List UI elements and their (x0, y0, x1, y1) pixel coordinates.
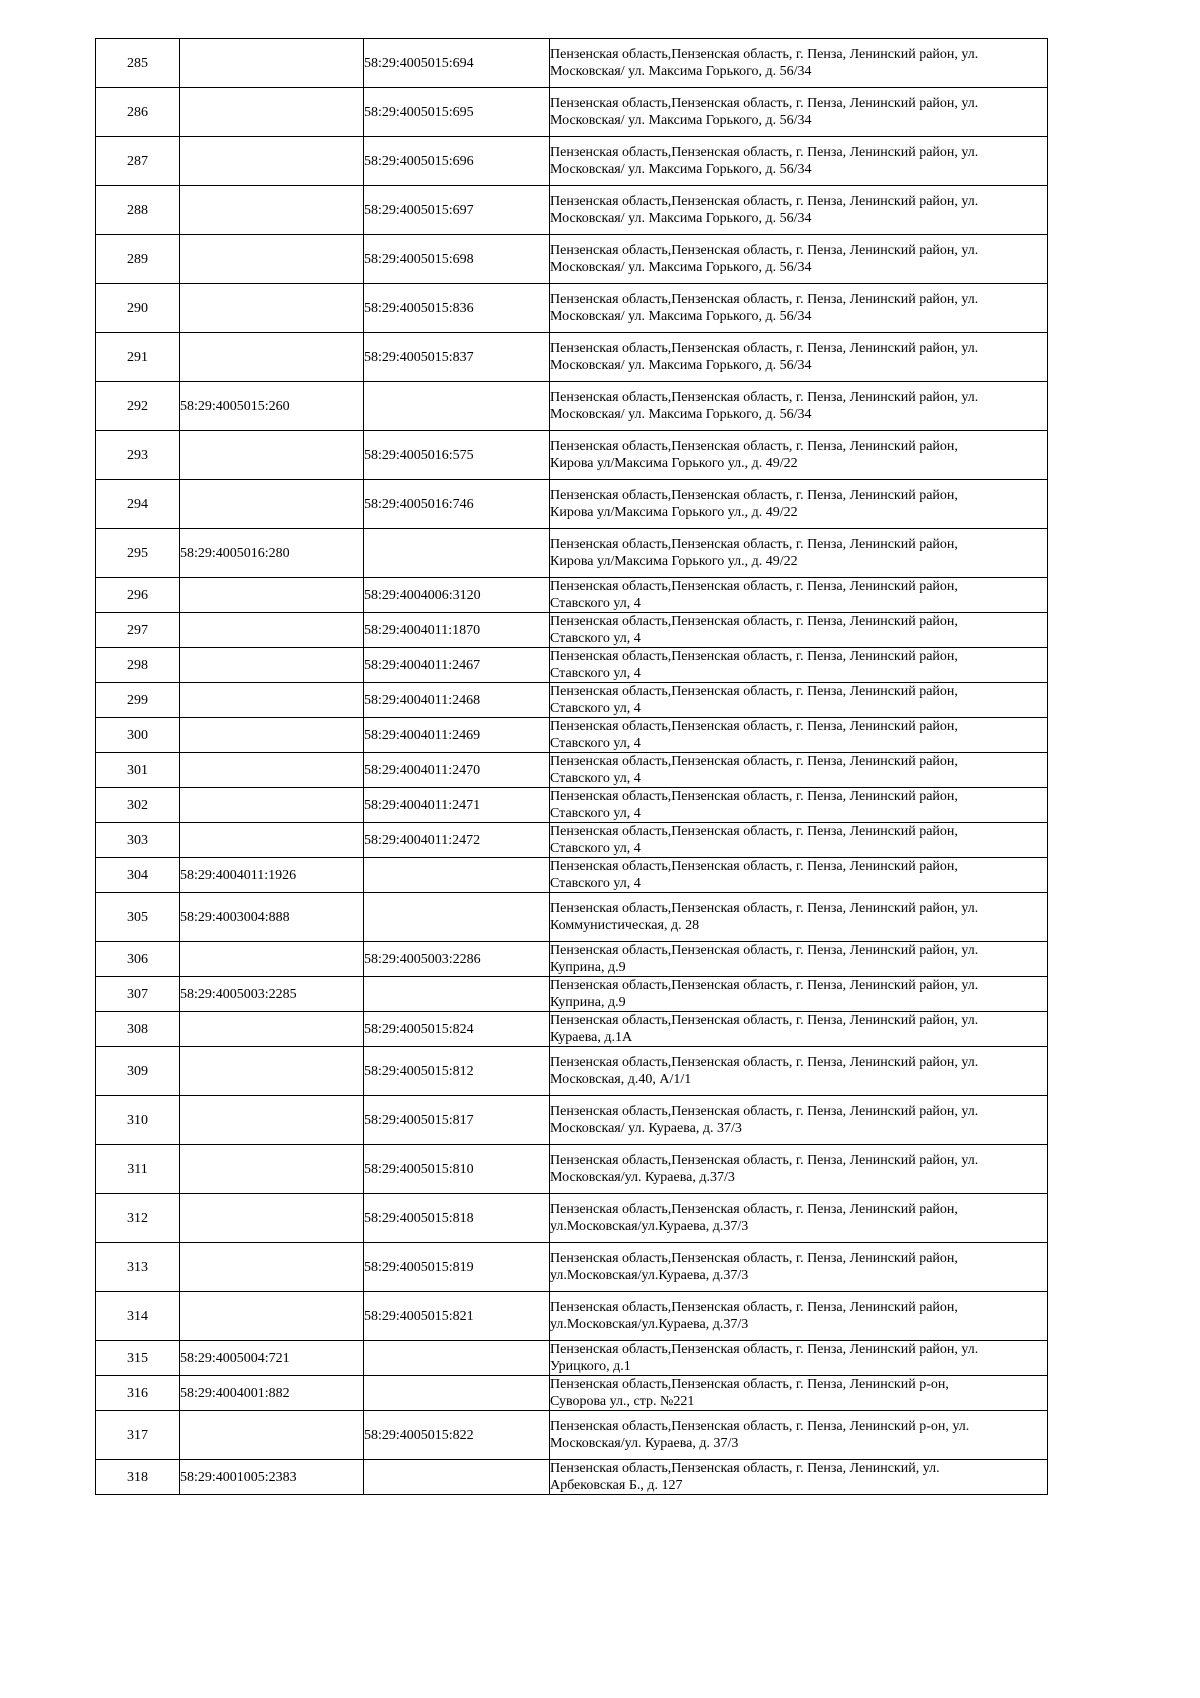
address-line-2: Кирова ул/Максима Горького ул., д. 49/22 (550, 554, 798, 569)
address-cell (550, 942, 1048, 977)
address-cell (550, 137, 1048, 186)
building-cadastral-cell (180, 1047, 364, 1096)
premise-cadastral-cell: 58:29:4005015:810 (364, 1145, 550, 1194)
row-number-cell: 308 (96, 1012, 180, 1047)
building-cadastral-cell (180, 823, 364, 858)
address-line-2: Ставского ул, 4 (550, 596, 641, 611)
row-number-cell: 314 (96, 1292, 180, 1341)
premise-cadastral-cell: 58:29:4004006:3120 (364, 578, 550, 613)
row-number-cell: 307 (96, 977, 180, 1012)
building-cadastral-cell: 58:29:4003004:888 (180, 893, 364, 942)
address-line-2: Ставского ул, 4 (550, 736, 641, 751)
row-number-cell: 285 (96, 39, 180, 88)
premise-cadastral-cell: 58:29:4005015:836 (364, 284, 550, 333)
address-line-1: Пензенская область,Пензенская область, г. Пенза, Ленинский район, (550, 579, 958, 594)
row-number-cell: 318 (96, 1460, 180, 1495)
row-number-cell: 317 (96, 1411, 180, 1460)
premise-cadastral-cell: 58:29:4004011:2470 (364, 753, 550, 788)
address-cell (550, 1411, 1048, 1460)
table-row (96, 893, 1048, 942)
address-cell (550, 382, 1048, 431)
address-cell (550, 648, 1048, 683)
address-line-1: Пензенская область,Пензенская область, г. Пенза, Ленинский район, (550, 859, 958, 874)
address-line-2: Московская/ул. Кураева, д. 37/3 (550, 1436, 739, 1451)
premise-cadastral-cell: 58:29:4005015:695 (364, 88, 550, 137)
table-row (96, 1376, 1048, 1411)
address-line-1: Пензенская область,Пензенская область, г. Пенза, Ленинский район, (550, 754, 958, 769)
building-cadastral-cell: 58:29:4005003:2285 (180, 977, 364, 1012)
building-cadastral-cell (180, 648, 364, 683)
address-line-2: Урицкого, д.1 (550, 1359, 631, 1374)
row-number-cell: 303 (96, 823, 180, 858)
premise-cadastral-cell: 58:29:4004011:2472 (364, 823, 550, 858)
address-line-2: Ставского ул, 4 (550, 666, 641, 681)
table-row (96, 718, 1048, 753)
address-line-2: Кирова ул/Максима Горького ул., д. 49/22 (550, 456, 798, 471)
row-number-cell: 301 (96, 753, 180, 788)
address-cell (550, 578, 1048, 613)
building-cadastral-cell (180, 186, 364, 235)
premise-cadastral-cell: 58:29:4005015:837 (364, 333, 550, 382)
building-cadastral-cell: 58:29:4001005:2383 (180, 1460, 364, 1495)
address-cell (550, 1096, 1048, 1145)
table-row (96, 1145, 1048, 1194)
address-line-1: Пензенская область,Пензенская область, г. Пенза, Ленинский район, ул. (550, 292, 979, 307)
table-row (96, 613, 1048, 648)
table-row (96, 683, 1048, 718)
premise-cadastral-cell: 58:29:4005016:746 (364, 480, 550, 529)
address-cell (550, 39, 1048, 88)
table-row (96, 284, 1048, 333)
address-line-2: Ставского ул, 4 (550, 631, 641, 646)
building-cadastral-cell: 58:29:4005015:260 (180, 382, 364, 431)
building-cadastral-cell: 58:29:4005004:721 (180, 1341, 364, 1376)
address-cell (550, 1243, 1048, 1292)
address-line-2: Московская/ ул. Максима Горького, д. 56/34 (550, 113, 812, 128)
address-line-2: Ставского ул, 4 (550, 701, 641, 716)
row-number-cell: 286 (96, 88, 180, 137)
address-cell (550, 858, 1048, 893)
building-cadastral-cell (180, 480, 364, 529)
table-row (96, 1292, 1048, 1341)
premise-cadastral-cell: 58:29:4004011:1870 (364, 613, 550, 648)
address-line-1: Пензенская область,Пензенская область, г. Пенза, Ленинский район, (550, 824, 958, 839)
address-line-1: Пензенская область,Пензенская область, г. Пенза, Ленинский район, ул. (550, 1055, 979, 1070)
table-row (96, 39, 1048, 88)
address-line-2: Кураева, д.1А (550, 1030, 633, 1045)
address-line-2: Ставского ул, 4 (550, 876, 641, 891)
building-cadastral-cell (180, 788, 364, 823)
building-cadastral-cell: 58:29:4004011:1926 (180, 858, 364, 893)
table-row (96, 1341, 1048, 1376)
address-cell (550, 823, 1048, 858)
address-line-1: Пензенская область,Пензенская область, г. Пенза, Ленинский район, (550, 614, 958, 629)
premise-cadastral-cell (364, 858, 550, 893)
building-cadastral-cell (180, 683, 364, 718)
address-cell (550, 683, 1048, 718)
premise-cadastral-cell: 58:29:4005015:696 (364, 137, 550, 186)
address-line-2: Московская/ ул. Максима Горького, д. 56/34 (550, 211, 812, 226)
building-cadastral-cell (180, 718, 364, 753)
table-row (96, 1411, 1048, 1460)
row-number-cell: 309 (96, 1047, 180, 1096)
premise-cadastral-cell: 58:29:4005015:821 (364, 1292, 550, 1341)
premise-cadastral-cell: 58:29:4005016:575 (364, 431, 550, 480)
row-number-cell: 315 (96, 1341, 180, 1376)
address-line-2: Куприна, д.9 (550, 995, 626, 1010)
address-cell (550, 1194, 1048, 1243)
address-cell (550, 480, 1048, 529)
building-cadastral-cell (180, 1292, 364, 1341)
address-line-1: Пензенская область,Пензенская область, г. Пенза, Ленинский район, ул. (550, 1104, 979, 1119)
address-line-1: Пензенская область,Пензенская область, г. Пенза, Ленинский район, ул. (550, 145, 979, 160)
premise-cadastral-cell (364, 1460, 550, 1495)
premise-cadastral-cell: 58:29:4004011:2468 (364, 683, 550, 718)
address-line-1: Пензенская область,Пензенская область, г. Пенза, Ленинский район, (550, 649, 958, 664)
address-line-2: Московская/ ул. Максима Горького, д. 56/34 (550, 260, 812, 275)
address-cell (550, 718, 1048, 753)
table-row (96, 137, 1048, 186)
building-cadastral-cell (180, 88, 364, 137)
table-row (96, 1460, 1048, 1495)
address-cell (550, 333, 1048, 382)
address-line-1: Пензенская область,Пензенская область, г. Пенза, Ленинский район, ул. (550, 47, 979, 62)
address-line-2: Коммунистическая, д. 28 (550, 918, 700, 933)
row-number-cell: 288 (96, 186, 180, 235)
address-cell (550, 613, 1048, 648)
address-line-2: Ставского ул, 4 (550, 806, 641, 821)
address-line-1: Пензенская область,Пензенская область, г. Пенза, Ленинский район, ул. (550, 1153, 979, 1168)
building-cadastral-cell (180, 578, 364, 613)
row-number-cell: 316 (96, 1376, 180, 1411)
table-row (96, 648, 1048, 683)
row-number-cell: 290 (96, 284, 180, 333)
address-line-1: Пензенская область,Пензенская область, г. Пенза, Ленинский район, ул. (550, 390, 979, 405)
address-cell (550, 753, 1048, 788)
table-row (96, 382, 1048, 431)
row-number-cell: 304 (96, 858, 180, 893)
premise-cadastral-cell: 58:29:4004011:2467 (364, 648, 550, 683)
premise-cadastral-cell: 58:29:4005015:698 (364, 235, 550, 284)
row-number-cell: 302 (96, 788, 180, 823)
address-line-2: Куприна, д.9 (550, 960, 626, 975)
address-line-2: ул.Московская/ул.Кураева, д.37/3 (550, 1268, 749, 1283)
address-cell (550, 529, 1048, 578)
address-cell (550, 235, 1048, 284)
premise-cadastral-cell: 58:29:4005015:694 (364, 39, 550, 88)
address-line-2: Московская/ул. Кураева, д.37/3 (550, 1170, 735, 1185)
building-cadastral-cell (180, 1243, 364, 1292)
address-cell (550, 977, 1048, 1012)
row-number-cell: 291 (96, 333, 180, 382)
row-number-cell: 305 (96, 893, 180, 942)
row-number-cell: 295 (96, 529, 180, 578)
building-cadastral-cell (180, 1012, 364, 1047)
building-cadastral-cell (180, 1194, 364, 1243)
row-number-cell: 294 (96, 480, 180, 529)
address-line-1: Пензенская область,Пензенская область, г. Пенза, Ленинский район, (550, 789, 958, 804)
address-line-2: Ставского ул, 4 (550, 841, 641, 856)
row-number-cell: 293 (96, 431, 180, 480)
address-line-1: Пензенская область,Пензенская область, г. Пенза, Ленинский р-он, (550, 1377, 949, 1392)
building-cadastral-cell (180, 613, 364, 648)
building-cadastral-cell (180, 333, 364, 382)
premise-cadastral-cell: 58:29:4005015:822 (364, 1411, 550, 1460)
premise-cadastral-cell (364, 977, 550, 1012)
address-line-1: Пензенская область,Пензенская область, г. Пенза, Ленинский р-он, ул. (550, 1419, 970, 1434)
building-cadastral-cell (180, 942, 364, 977)
table-row (96, 1243, 1048, 1292)
row-number-cell: 313 (96, 1243, 180, 1292)
address-line-2: ул.Московская/ул.Кураева, д.37/3 (550, 1219, 749, 1234)
address-line-1: Пензенская область,Пензенская область, г. Пенза, Ленинский район, ул. (550, 1013, 979, 1028)
row-number-cell: 297 (96, 613, 180, 648)
row-number-cell: 298 (96, 648, 180, 683)
address-line-2: Кирова ул/Максима Горького ул., д. 49/22 (550, 505, 798, 520)
table-row (96, 578, 1048, 613)
premise-cadastral-cell (364, 1376, 550, 1411)
address-line-1: Пензенская область,Пензенская область, г. Пенза, Ленинский район, ул. (550, 194, 979, 209)
address-line-2: Московская/ ул. Максима Горького, д. 56/34 (550, 309, 812, 324)
address-cell (550, 1012, 1048, 1047)
building-cadastral-cell (180, 753, 364, 788)
row-number-cell: 300 (96, 718, 180, 753)
address-line-1: Пензенская область,Пензенская область, г. Пенза, Ленинский район, (550, 1202, 958, 1217)
table-row (96, 529, 1048, 578)
premise-cadastral-cell: 58:29:4005015:819 (364, 1243, 550, 1292)
address-cell (550, 186, 1048, 235)
address-cell (550, 893, 1048, 942)
address-line-1: Пензенская область,Пензенская область, г. Пенза, Ленинский район, ул. (550, 901, 979, 916)
address-line-1: Пензенская область,Пензенская область, г. Пенза, Ленинский, ул. (550, 1461, 940, 1476)
building-cadastral-cell: 58:29:4004001:882 (180, 1376, 364, 1411)
table-row (96, 1012, 1048, 1047)
row-number-cell: 289 (96, 235, 180, 284)
table-row (96, 1047, 1048, 1096)
table-row (96, 431, 1048, 480)
address-cell (550, 1145, 1048, 1194)
premise-cadastral-cell: 58:29:4004011:2469 (364, 718, 550, 753)
address-line-2: Московская/ ул. Максима Горького, д. 56/34 (550, 358, 812, 373)
premise-cadastral-cell (364, 529, 550, 578)
address-line-1: Пензенская область,Пензенская область, г. Пенза, Ленинский район, ул. (550, 243, 979, 258)
building-cadastral-cell (180, 39, 364, 88)
table-row (96, 823, 1048, 858)
address-line-1: Пензенская область,Пензенская область, г. Пенза, Ленинский район, (550, 439, 958, 454)
premise-cadastral-cell: 58:29:4004011:2471 (364, 788, 550, 823)
address-line-2: ул.Московская/ул.Кураева, д.37/3 (550, 1317, 749, 1332)
address-line-1: Пензенская область,Пензенская область, г. Пенза, Ленинский район, (550, 719, 958, 734)
address-cell (550, 1292, 1048, 1341)
row-number-cell: 292 (96, 382, 180, 431)
address-line-1: Пензенская область,Пензенская область, г. Пенза, Ленинский район, (550, 1251, 958, 1266)
row-number-cell: 306 (96, 942, 180, 977)
premise-cadastral-cell: 58:29:4005003:2286 (364, 942, 550, 977)
premise-cadastral-cell (364, 382, 550, 431)
building-cadastral-cell: 58:29:4005016:280 (180, 529, 364, 578)
row-number-cell: 312 (96, 1194, 180, 1243)
premise-cadastral-cell (364, 893, 550, 942)
address-line-1: Пензенская область,Пензенская область, г. Пенза, Ленинский район, ул. (550, 943, 979, 958)
table-row (96, 186, 1048, 235)
address-cell (550, 431, 1048, 480)
address-cell (550, 788, 1048, 823)
registry-table (95, 38, 1048, 1495)
address-line-2: Московская/ ул. Кураева, д. 37/3 (550, 1121, 742, 1136)
premise-cadastral-cell (364, 1341, 550, 1376)
building-cadastral-cell (180, 1411, 364, 1460)
address-cell (550, 1460, 1048, 1495)
registry-body (96, 39, 1048, 1495)
row-number-cell: 287 (96, 137, 180, 186)
table-row (96, 788, 1048, 823)
table-row (96, 858, 1048, 893)
table-row (96, 88, 1048, 137)
address-line-2: Московская/ ул. Максима Горького, д. 56/34 (550, 162, 812, 177)
table-row (96, 480, 1048, 529)
address-line-2: Арбековская Б., д. 127 (550, 1478, 683, 1493)
address-cell (550, 88, 1048, 137)
address-line-1: Пензенская область,Пензенская область, г. Пенза, Ленинский район, (550, 1300, 958, 1315)
table-row (96, 1194, 1048, 1243)
building-cadastral-cell (180, 431, 364, 480)
premise-cadastral-cell: 58:29:4005015:818 (364, 1194, 550, 1243)
premise-cadastral-cell: 58:29:4005015:697 (364, 186, 550, 235)
row-number-cell: 299 (96, 683, 180, 718)
building-cadastral-cell (180, 1096, 364, 1145)
address-line-2: Суворова ул., стр. №221 (550, 1394, 695, 1409)
address-line-2: Московская, д.40, А/1/1 (550, 1072, 692, 1087)
address-cell (550, 1047, 1048, 1096)
building-cadastral-cell (180, 284, 364, 333)
table-row (96, 942, 1048, 977)
address-line-2: Московская/ ул. Максима Горького, д. 56/34 (550, 407, 812, 422)
address-line-1: Пензенская область,Пензенская область, г. Пенза, Ленинский район, (550, 684, 958, 699)
table-row (96, 977, 1048, 1012)
building-cadastral-cell (180, 137, 364, 186)
table-row (96, 753, 1048, 788)
premise-cadastral-cell: 58:29:4005015:812 (364, 1047, 550, 1096)
address-line-1: Пензенская область,Пензенская область, г. Пенза, Ленинский район, (550, 537, 958, 552)
building-cadastral-cell (180, 1145, 364, 1194)
address-cell (550, 1341, 1048, 1376)
address-line-1: Пензенская область,Пензенская область, г. Пенза, Ленинский район, ул. (550, 1342, 979, 1357)
building-cadastral-cell (180, 235, 364, 284)
row-number-cell: 311 (96, 1145, 180, 1194)
premise-cadastral-cell: 58:29:4005015:824 (364, 1012, 550, 1047)
table-row (96, 1096, 1048, 1145)
address-line-1: Пензенская область,Пензенская область, г. Пенза, Ленинский район, (550, 488, 958, 503)
table-row (96, 235, 1048, 284)
address-cell (550, 1376, 1048, 1411)
table-row (96, 333, 1048, 382)
address-line-2: Московская/ ул. Максима Горького, д. 56/34 (550, 64, 812, 79)
address-cell (550, 284, 1048, 333)
address-line-1: Пензенская область,Пензенская область, г. Пенза, Ленинский район, ул. (550, 341, 979, 356)
address-line-1: Пензенская область,Пензенская область, г. Пенза, Ленинский район, ул. (550, 96, 979, 111)
row-number-cell: 296 (96, 578, 180, 613)
premise-cadastral-cell: 58:29:4005015:817 (364, 1096, 550, 1145)
address-line-1: Пензенская область,Пензенская область, г. Пенза, Ленинский район, ул. (550, 978, 979, 993)
address-line-2: Ставского ул, 4 (550, 771, 641, 786)
row-number-cell: 310 (96, 1096, 180, 1145)
